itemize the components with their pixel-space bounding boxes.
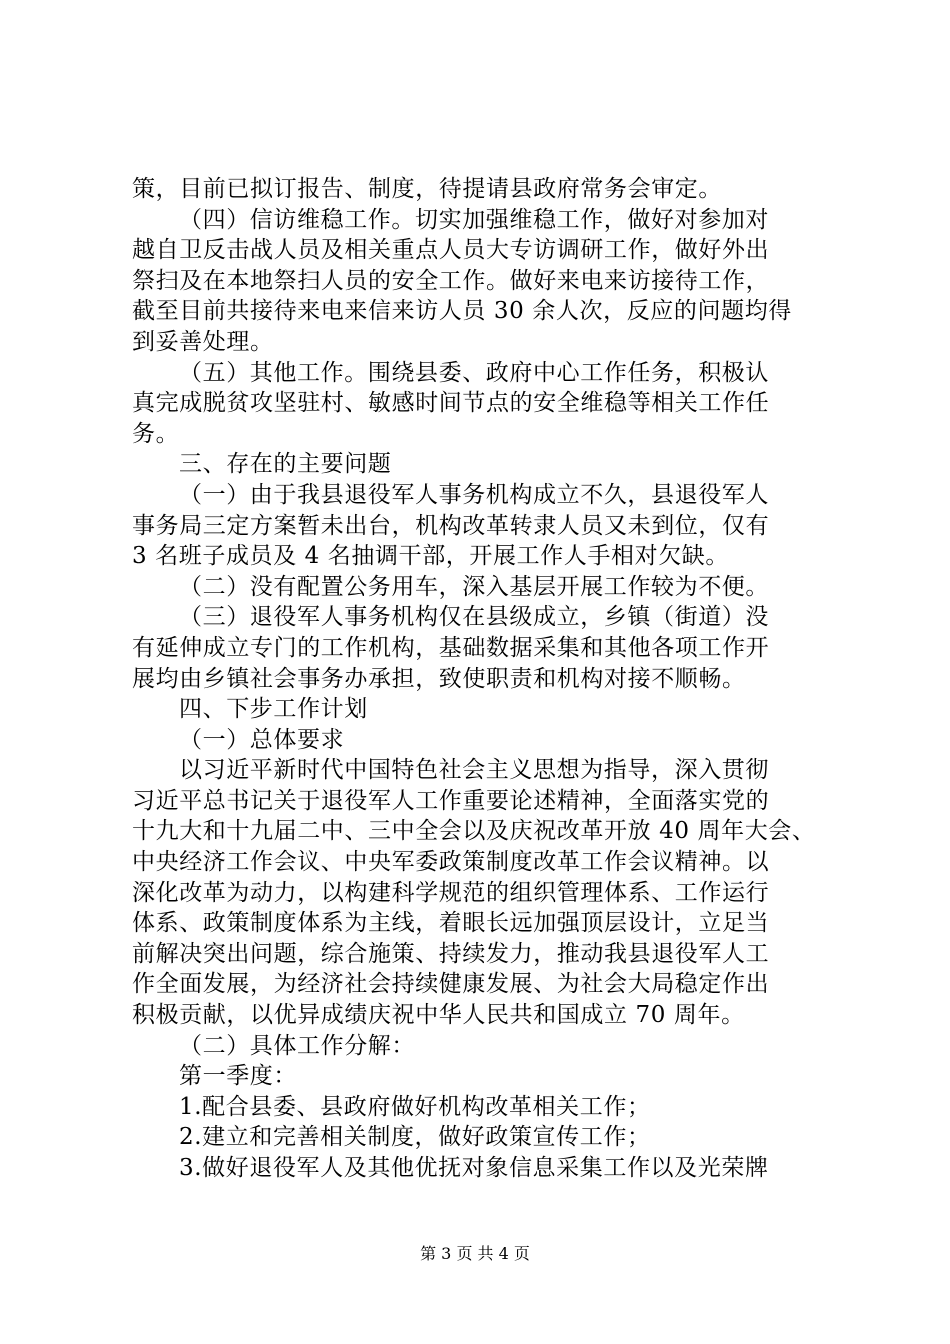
text-line: 中央经济工作会议、中央军委政策制度改革工作会议精神。以 <box>132 849 770 876</box>
text-line: 以习近平新时代中国特色社会主义思想为指导，深入贯彻 <box>179 757 769 784</box>
text-line: 1.配合县委、县政府做好机构改革相关工作； <box>179 1093 651 1120</box>
text-line: 前解决突出问题，综合施策、持续发力，推动我县退役军人工 <box>132 940 770 967</box>
text-line: 截至目前共接待来电来信来访人员 30 余人次，反应的问题均得 <box>132 298 792 325</box>
text-line: （五）其他工作。围绕县委、政府中心工作任务，积极认 <box>179 359 769 386</box>
page-footer: 第 3 页 共 4 页 <box>420 1244 530 1263</box>
text-line: （三）退役军人事务机构仅在县级成立，乡镇（街道）没 <box>179 604 769 631</box>
text-line: 积极贡献，以优异成绩庆祝中华人民共和国成立 70 周年。 <box>132 1002 745 1029</box>
text-line: 事务局三定方案暂未出台，机构改革转隶人员又未到位，仅有 <box>132 512 770 539</box>
text-line: （二）没有配置公务用车，深入基层开展工作较为不便。 <box>179 573 769 600</box>
text-line: 三、存在的主要问题 <box>179 451 392 478</box>
text-line: （一）由于我县退役军人事务机构成立不久，县退役军人 <box>179 481 769 508</box>
text-line: 作全面发展，为经济社会持续健康发展、为社会大局稳定作出 <box>132 971 770 998</box>
text-line: （一）总体要求 <box>179 726 345 753</box>
text-line: 祭扫及在本地祭扫人员的安全工作。做好来电来访接待工作， <box>132 267 770 294</box>
text-line: 越自卫反击战人员及相关重点人员大专访调研工作，做好外出 <box>132 237 770 264</box>
text-line: 到妥善处理。 <box>132 328 274 355</box>
text-line: 展均由乡镇社会事务办承担，致使职责和机构对接不顺畅。 <box>132 665 746 692</box>
text-line: （二）具体工作分解： <box>179 1032 415 1059</box>
document-body <box>132 174 832 1184</box>
text-line: 体系、政策制度体系为主线，着眼长远加强顶层设计，立足当 <box>132 910 770 937</box>
text-line: 2.建立和完善相关制度，做好政策宣传工作； <box>179 1124 651 1151</box>
text-line: 策，目前已拟订报告、制度，待提请县政府常务会审定。 <box>132 176 722 202</box>
text-line: 有延伸成立专门的工作机构，基础数据采集和其他各项工作开 <box>132 634 770 661</box>
text-line: 第一季度： <box>179 1063 297 1090</box>
text-line: 四、下步工作计划 <box>179 696 368 723</box>
text-line: 十九大和十九届二中、三中全会以及庆祝改革开放 40 周年大会、 <box>132 818 816 845</box>
text-line: 深化改革为动力，以构建科学规范的组织管理体系、工作运行 <box>132 879 770 906</box>
text-line: 3 名班子成员及 4 名抽调干部，开展工作人手相对欠缺。 <box>132 543 729 570</box>
text-line: 务。 <box>132 420 180 447</box>
text-line: 真完成脱贫攻坚驻村、敏感时间节点的安全维稳等相关工作任 <box>132 390 770 417</box>
text-line: （四）信访维稳工作。切实加强维稳工作，做好对参加对 <box>179 206 769 233</box>
text-line: 3.做好退役军人及其他优抚对象信息采集工作以及光荣牌 <box>179 1155 769 1181</box>
text-line: 习近平总书记关于退役军人工作重要论述精神，全面落实党的 <box>132 787 770 814</box>
